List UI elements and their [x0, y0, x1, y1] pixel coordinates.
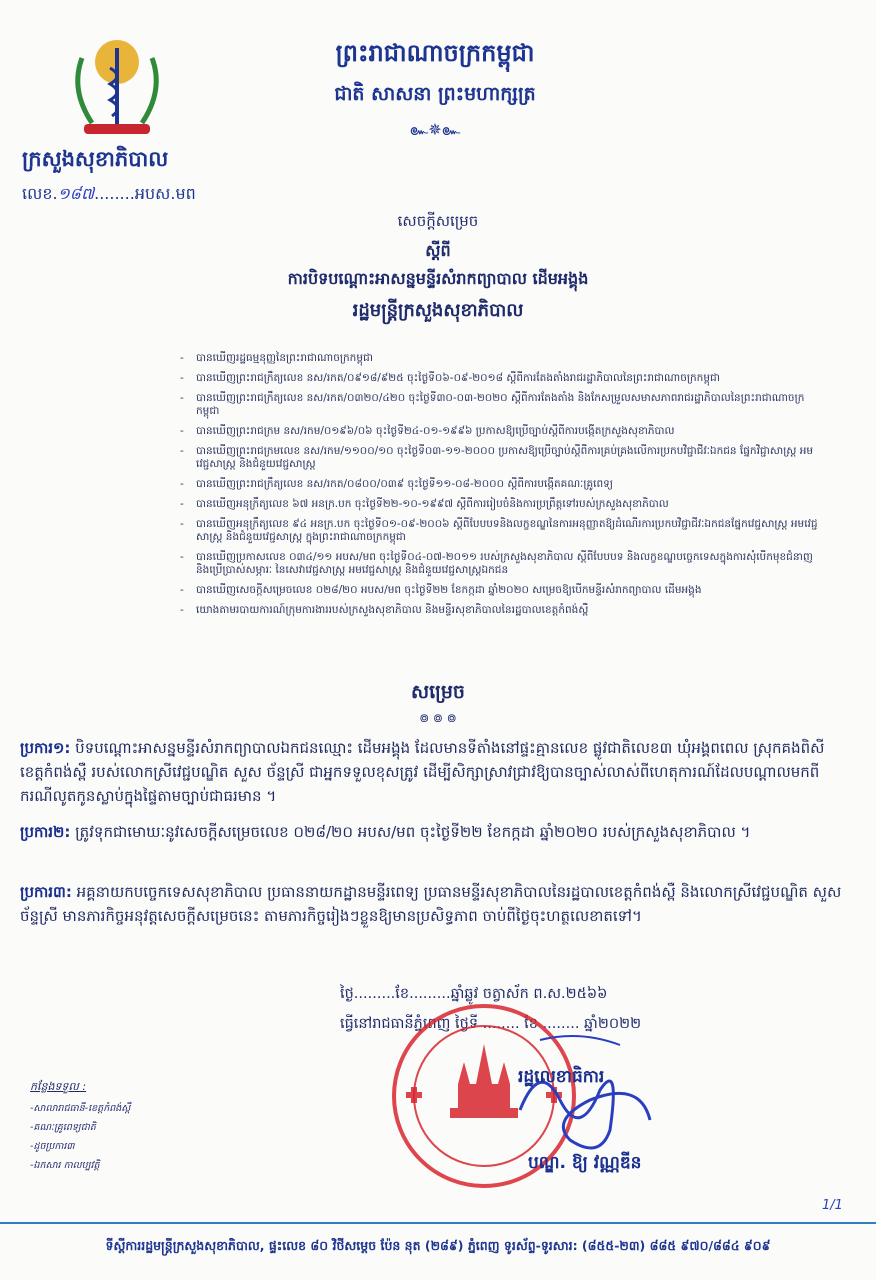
ref-suffix: ........អបស.មព: [94, 184, 196, 203]
national-motto: ជាតិ សាសនា ព្រះមហាក្សត្រ: [334, 83, 536, 105]
ref-prefix: លេខ.: [22, 184, 58, 203]
article-text: ត្រូវទុកជាមោឃៈនូវសេចក្តីសម្រេចលេខ ០២៨/២០ អបស/មព ចុះថ្ងៃទី២២ ខែកក្កដា ឆ្នាំ២០២០ របស់ក្រសួងសុខាភិបាល ។: [75, 823, 751, 841]
recipient-item: -ដូចប្រការ៣: [30, 1141, 75, 1152]
recipient-item: -សាលារាជធានី-ខេត្តកំពង់ស្ពឺ: [30, 1103, 131, 1114]
decision-subject: ការបិទបណ្តោះអាសន្នមន្ទីរសំរាកព្យាបាល ដើមអង្គុង: [287, 269, 589, 288]
footer-divider: [0, 1222, 876, 1224]
ministry-logo: [62, 28, 172, 146]
header-ornament: ๛✵๛: [409, 120, 461, 139]
ministry-name: ក្រសួងសុខាភិបាល: [22, 147, 169, 171]
issuing-authority: រដ្ឋមន្ត្រីក្រសួងសុខាភិបាល: [352, 300, 524, 321]
article-label: ប្រការ១:: [20, 739, 71, 757]
article-1: [20, 736, 850, 808]
article-label: ប្រការ២:: [20, 823, 71, 841]
reference-item: - បានឃើញព្រះរាជក្រឹត្យលេខ នស/រកត/០៨០០/០៣៩ ចុះថ្ងៃទី១១-០៨-២០០០ ស្តីពីការបង្កើតគណៈគ្រូពេទ្យ: [180, 478, 820, 491]
reference-item: - បានឃើញព្រះរាជក្រឹត្យលេខ នស/រកត/០៩១៨/៩២៥ ចុះថ្ងៃទី០៦-០៩-២០១៨ ស្តីពីការតែងតាំងរាជរដ្ឋាភិបាលនៃព្រះរាជាណាចក្រកម្ពុជា: [180, 372, 820, 385]
ref-number-handwritten: ១៨៧: [57, 184, 95, 203]
decision-ornament: ៙ ៙ ៙: [419, 711, 457, 725]
handwritten-signature: [500, 1020, 670, 1170]
place-and-date: ធ្វើនៅរាជធានីភ្នំពេញ ថ្ងៃទី ........ ខែ ........ ឆ្នាំ២០២២: [340, 1016, 642, 1032]
article-2: [20, 820, 850, 844]
article-text: បិទបណ្តោះអាសន្នមន្ទីរសំរាកព្យាបាលឯកជនឈ្មោះ ដើមអង្គុង ដែលមានទីតាំងនៅផ្ទះគ្មានលេខ ផ្លូវជាតិលេខ៣ ឃុំអង្គពពេល ស្រុកគងពិសី ខេត្តកំពង់ស្ពឺ របស់លោកស្រីវេជ្ជបណ្ឌិត សួស ច័ន្ទស្រី ជាអ្នកទទួលខុសត្រូវ ដើម្បីសិក្សាស្រាវជ្រាវឱ្យបានច្បាស់លាស់ពីហេតុការណ៍ដែលបណ្តាលមកពីករណីលូតកូនស្លាប់ក្នុងផ្ទៃតាមច្បាប់ជាធរមាន ។: [20, 739, 825, 805]
reference-item: - បានឃើញព្រះរាជក្រមលេខ នស/រកម/១១០០/១០ ចុះថ្ងៃទី០៣-១១-២០០០ ប្រកាសឱ្យប្រើច្បាប់ស្តីពីការគ្រប់គ្រងលើការប្រកបវិជ្ជាជីវៈឯកជន ផ្នែកវិជ្ជាសាស្ត្រ អមវេជ្ជសាស្ត្រ និងជំនួយវេជ្ជសាស្ត្រ: [180, 445, 820, 471]
footer-address: ទីស្តីការរដ្ឋមន្ត្រីក្រសួងសុខាភិបាល, ផ្ទះលេខ ៨០ វិថីសម្តេច ប៉ែន នុត (២៨៩) ភ្នំពេញ ទូរស័ព្ទ-ទូរសារ: (៨៥៥-២៣) ៨៨៥ ៩៧០/៨៨៤ ៩០៩: [105, 1238, 771, 1253]
signer-title: រដ្ឋលេខាធិការ: [518, 1067, 605, 1087]
reference-item: - បានឃើញរដ្ឋធម្មនុញ្ញនៃព្រះរាជាណាចក្រកម្ពុជា: [180, 352, 820, 365]
decision-heading: សម្រេច: [411, 681, 465, 703]
reference-item: - បានឃើញសេចក្តីសម្រេចលេខ ០២៨/២០ អបស/មព ចុះថ្ងៃទី២២ ខែកក្កដា ឆ្នាំ២០២០ សម្រេចឱ្យបើកមន្ទីរសំរាកព្យាបាល ដើមអង្គុង: [180, 584, 820, 597]
legal-references: [180, 352, 820, 624]
article-3: [20, 880, 850, 928]
signer-name: បណ្ឌ. ឱ្យ វណ្ណឌីន: [528, 1153, 642, 1173]
reference-item: - បានឃើញអនុក្រឹត្យលេខ ៦៧ អនក្រ.បក ចុះថ្ងៃទី២២-១០-១៩៩៧ ស្តីពីការរៀបចំនិងការប្រព្រឹត្តទៅរបស់ក្រសួងសុខាភិបាល: [180, 498, 820, 511]
recipient-item: -ឯកសារ កាលប្បវត្តិ: [30, 1160, 100, 1171]
reference-item: - បានឃើញព្រះរាជក្រម នស/រកម/០១៩៦/០៦ ចុះថ្ងៃទី២៤-០១-១៩៩៦ ប្រកាសឱ្យប្រើច្បាប់ស្តីពីការបង្កើតក្រសួងសុខាភិបាល: [180, 425, 820, 438]
reference-item: - បានឃើញព្រះរាជក្រឹត្យលេខ នស/រកត/០៣២០/៤២០ ចុះថ្ងៃទី៣០-០៣-២០២០ ស្តីពីការតែងតាំង និងកែសម្រួលសមាសភាពរាជរដ្ឋាភិបាលនៃព្រះរាជាណាចក្រកម្ពុជា: [180, 392, 820, 418]
page-number: 1/1: [822, 1198, 843, 1213]
article-text: អគ្គនាយកបច្ចេកទេសសុខាភិបាល ប្រធាននាយកដ្ឋានមន្ទីរពេទ្យ ប្រធានមន្ទីរសុខាភិបាលនៃរដ្ឋបាលខេត្តកំពង់ស្ពឺ និងលោកស្រីវេជ្ជបណ្ឌិត សួស ច័ន្ទស្រី មានភារកិច្ចអនុវត្តសេចក្តីសម្រេចនេះ តាមភារកិច្ចរៀងៗខ្លួនឱ្យមានប្រសិទ្ធភាព ចាប់ពីថ្ងៃចុះហត្ថលេខាតទៅ។: [20, 883, 842, 925]
recipients-title: កន្លែងទទួល :: [30, 1080, 87, 1093]
article-label: ប្រការ៣:: [20, 883, 72, 901]
recipient-item: -គណៈគ្រូពេទ្យជាតិ: [30, 1122, 96, 1133]
reference-item: - យោងតាមរបាយការណ៍ក្រុមការងាររបស់ក្រសួងសុខាភិបាល និងមន្ទីរសុខាភិបាលនៃរដ្ឋបាលខេត្តកំពង់ស្ពឺ: [180, 604, 820, 617]
kingdom-title: ព្រះរាជាណាចក្រកម្ពុជា: [335, 39, 535, 67]
reference-number: [22, 183, 196, 207]
lunar-date: ថ្ងៃ.........ខែ.........ឆ្នាំឆ្លូវ ចត្វាស័ក ព.ស.២៥៦៦: [340, 986, 608, 1002]
document-type: សេចក្តីសម្រេច: [397, 212, 479, 230]
about-label: ស្តីពី: [425, 241, 451, 260]
recipients-list: [30, 1102, 130, 1178]
reference-item: - បានឃើញអនុក្រឹត្យលេខ ៩៤ អនក្រ.បក ចុះថ្ងៃទី០១-០៩-២០០៦ ស្តីពីបែបបទនិងលក្ខខណ្ឌនៃការអនុញ្ញាតឱ្យដំណើរការប្រកបវិជ្ជាជីវៈឯកជនផ្នែកវេជ្ជសាស្ត្រ អមវេជ្ជសាស្ត្រ និងជំនួយវេជ្ជសាស្ត្រ ក្នុងព្រះរាជាណាចក្រកម្ពុជា: [180, 518, 820, 544]
reference-item: - បានឃើញប្រកាសលេខ ០៣៤/១១ អបស/មព ចុះថ្ងៃទី០៤-០៧-២០១១ របស់ក្រសួងសុខាភិបាល ស្តីពីបែបបទ និងលក្ខខណ្ឌបច្ចេកទេសក្នុងការសុំបើកមុខជំនាញ និងប្រើប្រាស់សម្ភារៈ នៃសេវាវេជ្ជសាស្ត្រ អមវេជ្ជសាស្ត្រ និងជំនួយវេជ្ជសាស្ត្រឯកជន: [180, 551, 820, 577]
logo-banner: [84, 124, 150, 134]
